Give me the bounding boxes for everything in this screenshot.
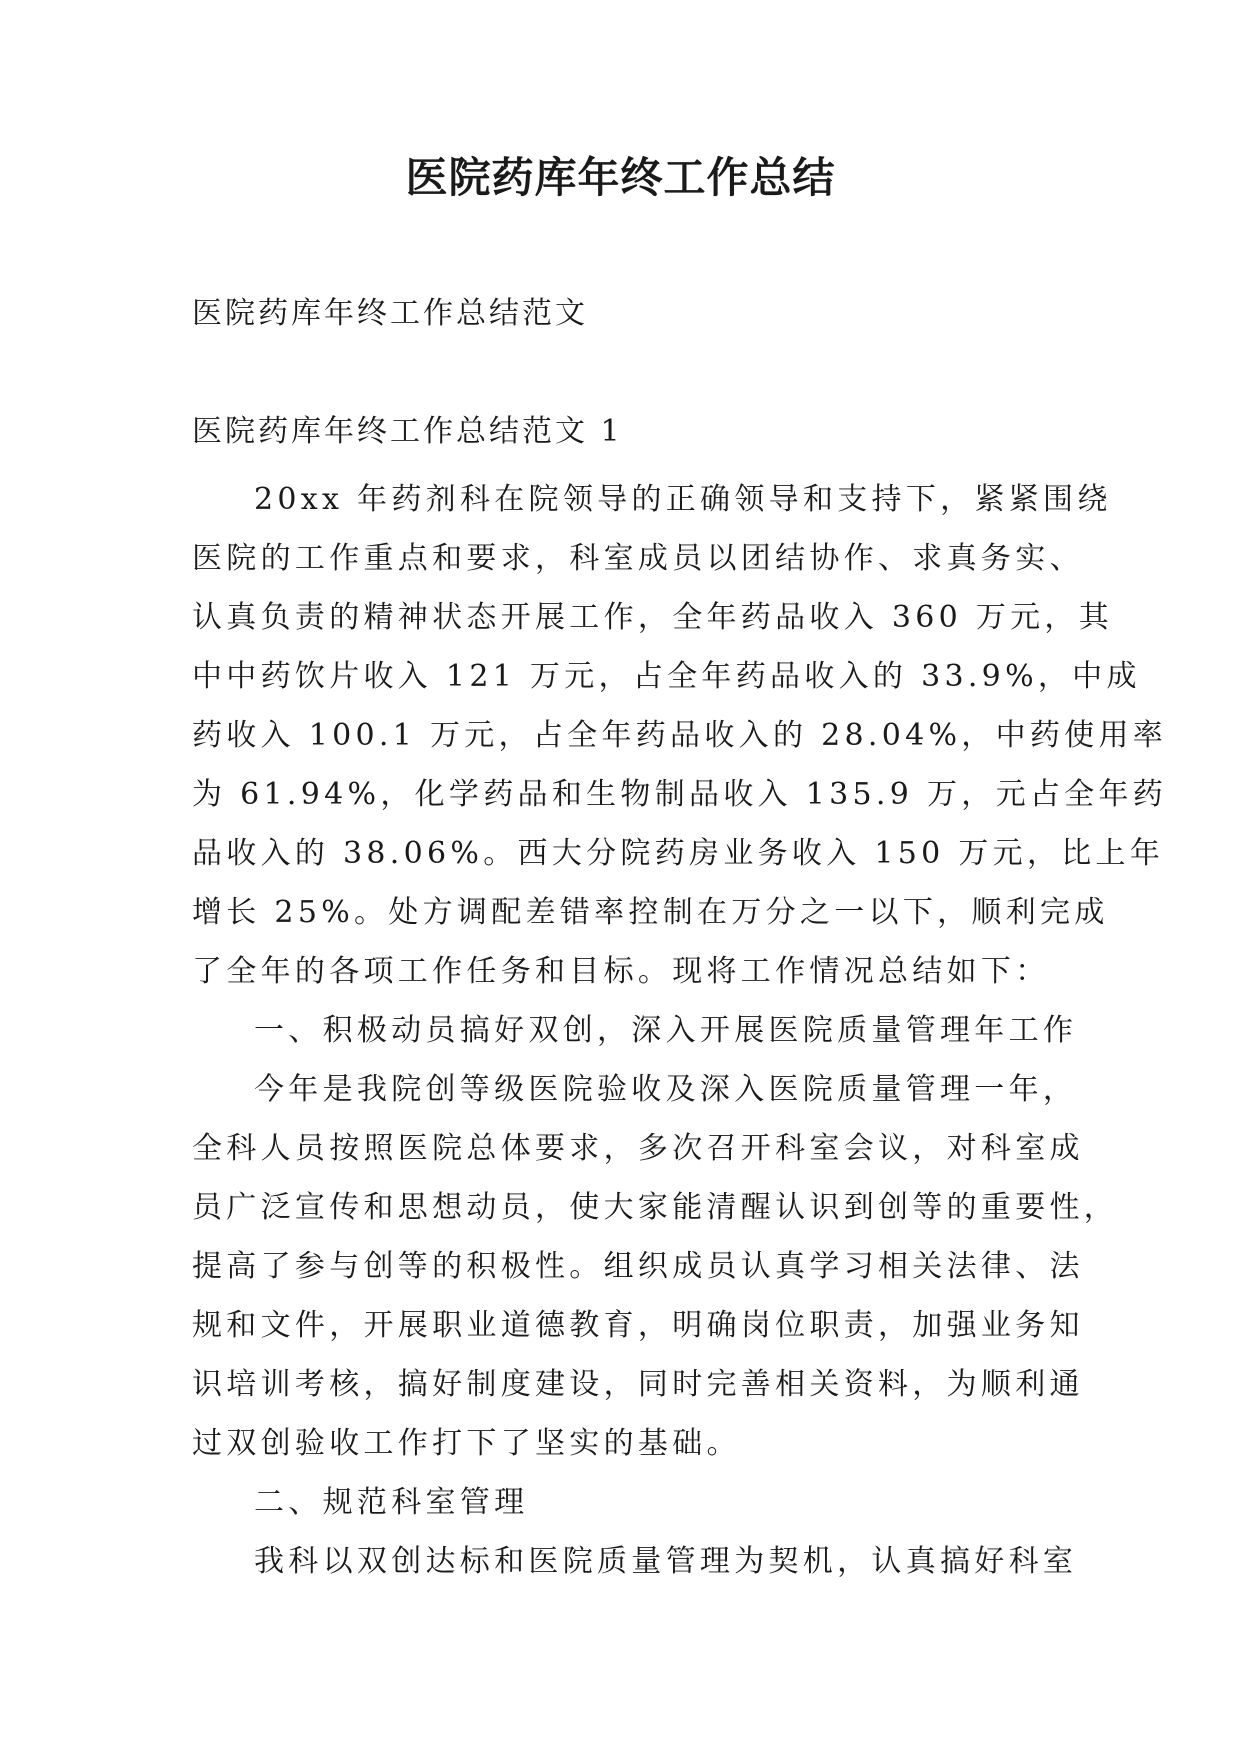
paragraph-line: 药收入 100.1 万元，占全年药品收入的 28.04%，中药使用率 (192, 718, 1168, 753)
paragraph-line: 我科以双创达标和医院质量管理为契机，认真搞好科室 (254, 1544, 1078, 1579)
paragraph-line: 认真负责的精神状态开展工作，全年药品收入 360 万元，其 (192, 600, 1114, 635)
paragraph-line: 20xx 年药剂科在院领导的正确领导和支持下，紧紧围绕 (254, 482, 1112, 517)
paragraph-line: 全科人员按照医院总体要求，多次召开科室会议，对科室成 (192, 1131, 1084, 1166)
section-heading-1: 一、积极动员搞好双创，深入开展医院质量管理年工作 (254, 1013, 1078, 1048)
paragraph-line: 今年是我院创等级医院验收及深入医院质量管理一年， (254, 1072, 1078, 1107)
paragraph-line: 识培训考核，搞好制度建设，同时完善相关资料，为顺利通 (192, 1367, 1084, 1402)
paragraph-line: 增长 25%。处方调配差错率控制在万分之一以下，顺利完成 (192, 895, 1109, 930)
paragraph-line: 为 61.94%，化学药品和生物制品收入 135.9 万，元占全年药 (192, 777, 1168, 812)
document-subtitle: 医院药库年终工作总结范文 (192, 296, 588, 331)
document-body (192, 470, 1168, 1591)
paragraph-line: 提高了参与创等的积极性。组织成员认真学习相关法律、法 (192, 1249, 1084, 1284)
paragraph-line: 中中药饮片收入 121 万元，占全年药品收入的 33.9%，中成 (192, 659, 1141, 694)
paragraph-line: 品收入的 38.06%。西大分院药房业务收入 150 万元，比上年 (192, 836, 1165, 871)
paragraph-line: 员广泛宣传和思想动员，使大家能清醒认识到创等的重要性， (192, 1190, 1119, 1225)
section-label: 医院药库年终工作总结范文 1 (192, 414, 623, 449)
paragraph-line: 规和文件，开展职业道德教育，明确岗位职责，加强业务知 (192, 1308, 1084, 1343)
paragraph-line: 过双创验收工作打下了坚实的基础。 (192, 1426, 741, 1461)
paragraph-line: 医院的工作重点和要求，科室成员以团结协作、求真务实、 (192, 541, 1084, 576)
paragraph-line: 了全年的各项工作任务和目标。现将工作情况总结如下： (192, 954, 1050, 989)
section-heading-2: 二、规范科室管理 (254, 1485, 529, 1520)
document-title: 医院药库年终工作总结 (405, 153, 836, 202)
